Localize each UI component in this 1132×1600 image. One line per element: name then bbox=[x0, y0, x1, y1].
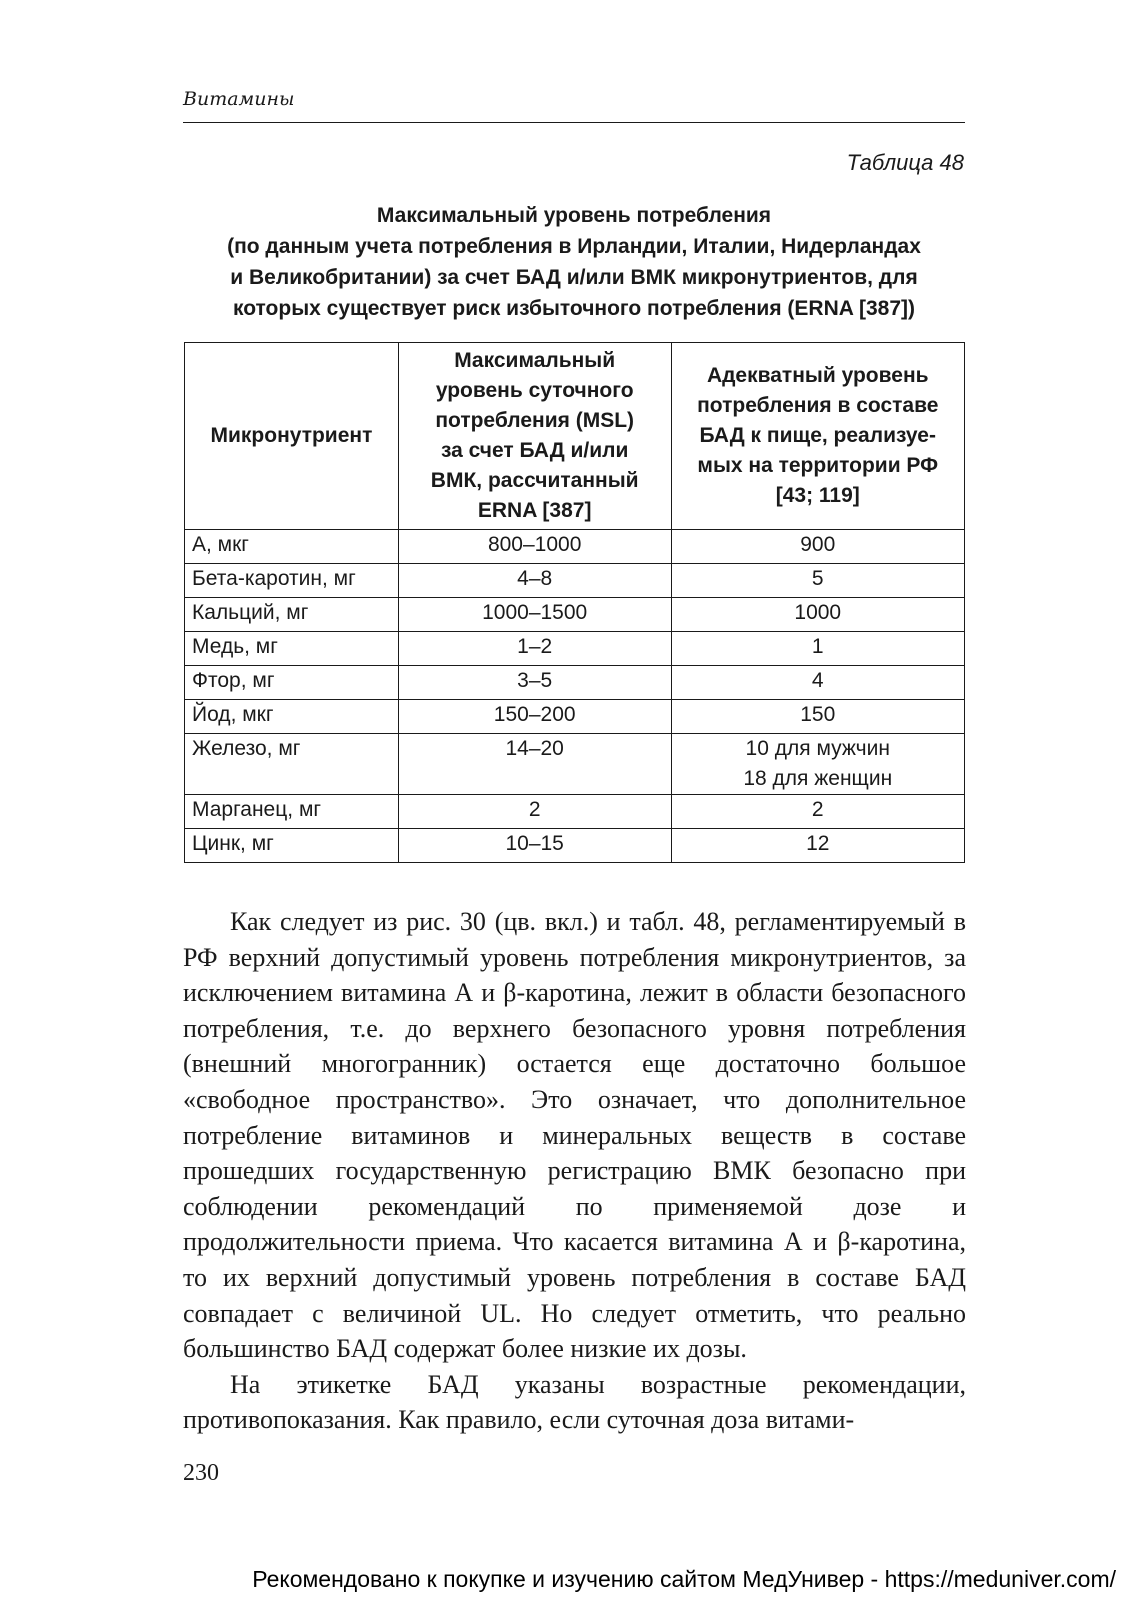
table-row bbox=[185, 829, 965, 863]
cell-msl: 3–5 bbox=[398, 666, 671, 700]
cell-msl: 2 bbox=[398, 795, 671, 829]
cell-adequate-line: 10 для мужчин bbox=[745, 737, 890, 760]
table-title-line: Максимальный уровень потребления bbox=[376, 204, 772, 227]
table-title-line: (по данным учета потребления в Ирландии, Италии, Нидерландах bbox=[227, 235, 921, 258]
header-line: уровень суточного bbox=[435, 379, 634, 402]
header-line: за счет БАД и/или bbox=[440, 439, 629, 462]
header-line: потребления в составе bbox=[697, 394, 939, 417]
cell-msl: 150–200 bbox=[398, 700, 671, 734]
running-head: Витамины bbox=[183, 88, 295, 110]
body-text bbox=[183, 904, 966, 1438]
table-row bbox=[185, 632, 965, 666]
cell-name: Бета-каротин, мг bbox=[185, 564, 399, 598]
header-line: ВМК, рассчитанный bbox=[430, 469, 639, 492]
cell-adequate: 900 bbox=[671, 530, 965, 564]
table-header-row bbox=[185, 343, 965, 530]
cell-name: Йод, мкг bbox=[185, 700, 399, 734]
cell-msl: 1–2 bbox=[398, 632, 671, 666]
table-row bbox=[185, 564, 965, 598]
table-number: Таблица 48 bbox=[846, 150, 964, 175]
paragraph: На этикетке БАД указаны возрастные рекомендации, противопоказания. Как правило, если суточная доза витами- bbox=[183, 1369, 966, 1435]
header-line: Максимальный bbox=[454, 349, 616, 372]
header-line: мых на территории РФ bbox=[697, 454, 939, 477]
table-row bbox=[185, 598, 965, 632]
header-rule bbox=[183, 122, 965, 123]
footer-link[interactable]: Рекомендовано к покупке и изучению сайтом МедУнивер - https://meduniver.com/ bbox=[252, 1566, 1116, 1592]
table-row bbox=[185, 666, 965, 700]
cell-adequate bbox=[671, 734, 965, 795]
cell-name: Кальций, мг bbox=[185, 598, 399, 632]
cell-adequate: 5 bbox=[671, 564, 965, 598]
cell-name: Железо, мг bbox=[185, 734, 399, 795]
cell-adequate: 150 bbox=[671, 700, 965, 734]
header-line: ERNA [387] bbox=[477, 499, 592, 522]
table-row bbox=[185, 700, 965, 734]
cell-msl: 800–1000 bbox=[398, 530, 671, 564]
header-line: потребления (MSL) bbox=[435, 409, 635, 432]
micronutrient-table bbox=[184, 342, 965, 863]
cell-adequate: 4 bbox=[671, 666, 965, 700]
header-adequate-level bbox=[671, 343, 965, 530]
cell-name: А, мкг bbox=[185, 530, 399, 564]
table-row bbox=[185, 530, 965, 564]
cell-adequate: 1 bbox=[671, 632, 965, 666]
cell-name: Медь, мг bbox=[185, 632, 399, 666]
header-line: [43; 119] bbox=[775, 484, 860, 507]
cell-msl: 14–20 bbox=[398, 734, 671, 795]
cell-name: Фтор, мг bbox=[185, 666, 399, 700]
table-row bbox=[185, 795, 965, 829]
cell-msl: 10–15 bbox=[398, 829, 671, 863]
cell-msl: 1000–1500 bbox=[398, 598, 671, 632]
table-title-line: и Великобритании) за счет БАД и/или ВМК микронутриентов, для bbox=[230, 266, 918, 289]
header-msl bbox=[398, 343, 671, 530]
table-title-line: которых существует риск избыточного потребления (ERNA [387]) bbox=[233, 297, 915, 320]
cell-adequate: 12 bbox=[671, 829, 965, 863]
paragraph: Как следует из рис. 30 (цв. вкл.) и табл. 48, регламентируемый в РФ верхний допустимый уровень потребления микронутриентов, за исключением витамина А и β-каротина, лежит в области безопасного потребления, т.е. до верхнего безопасного уровня потребления (внешний многогранник) остается еще достаточно большое «свободное пространство». Это означает, что дополнительное потребление витаминов и минеральных веществ в составе прошедших государственную регистрацию ВМК безопасно при соблюдении рекомендаций по применяемой дозе и продолжительности приема. Что касается витамина А и β-каротина, то их верхний допустимый уровень потребления в составе БАД совпадает с величиной UL. Но следует отметить, что реально большинство БАД содержат более низкие их дозы. bbox=[183, 907, 966, 1364]
cell-adequate-line: 18 для женщин bbox=[743, 767, 893, 790]
cell-adequate: 2 bbox=[671, 795, 965, 829]
cell-msl: 4–8 bbox=[398, 564, 671, 598]
header-line: БАД к пище, реализуе- bbox=[699, 424, 936, 447]
header-line: Адекватный уровень bbox=[706, 364, 929, 387]
cell-name: Марганец, мг bbox=[185, 795, 399, 829]
cell-adequate: 1000 bbox=[671, 598, 965, 632]
cell-name: Цинк, мг bbox=[185, 829, 399, 863]
table-title bbox=[183, 200, 965, 324]
page-number: 230 bbox=[183, 1460, 219, 1486]
header-micronutrient: Микронутриент bbox=[185, 343, 399, 530]
table-row bbox=[185, 734, 965, 795]
